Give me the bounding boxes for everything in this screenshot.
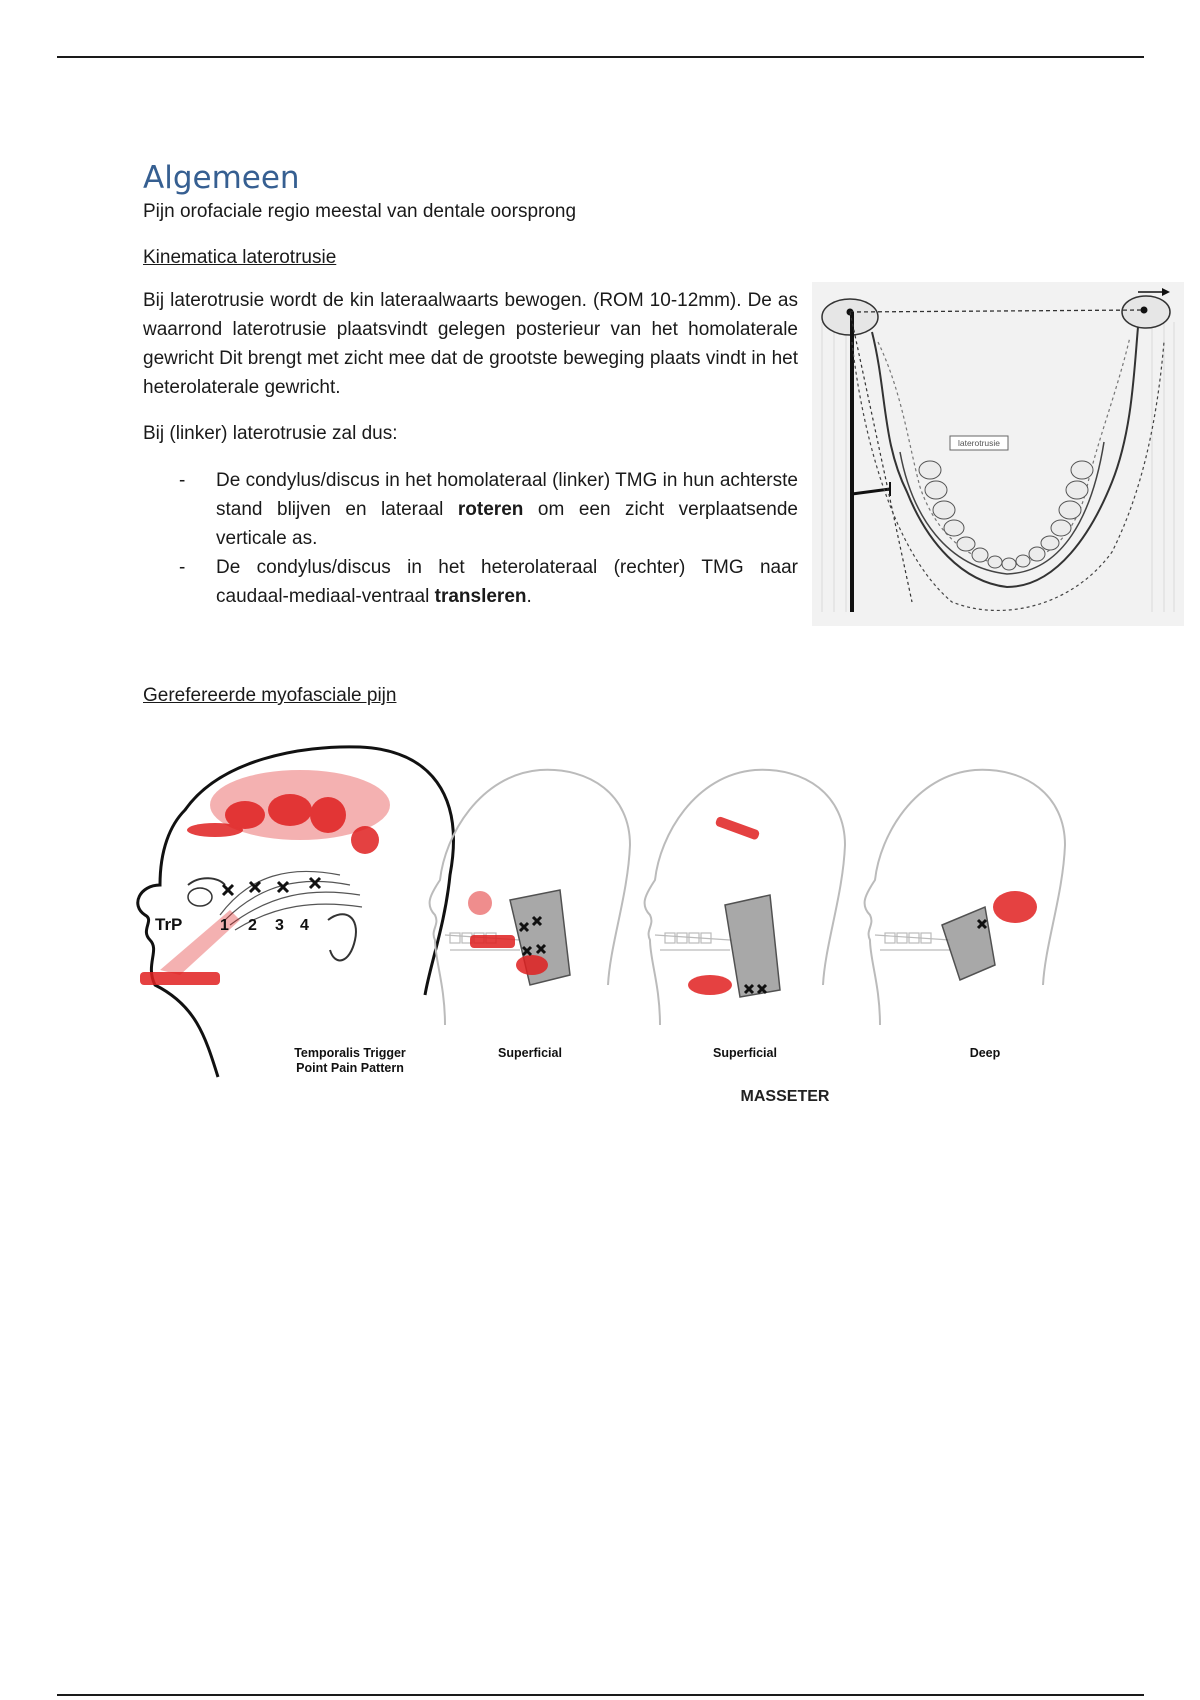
bullet-list	[143, 466, 798, 611]
section-heading-myofasciale: Gerefereerde myofasciale pijn	[143, 685, 397, 706]
page-title: Algemeen	[143, 160, 300, 196]
section-heading-kinematica: Kinematica laterotrusie	[143, 247, 337, 269]
bullet-dash: -	[179, 557, 186, 579]
caption-temporalis: Temporalis Trigger	[294, 1046, 406, 1060]
footer-rule	[57, 1694, 1144, 1696]
bullet-text: De condylus/discus in het homolateraal (linker) TMG in hun achterste stand blijven en lateraal	[216, 470, 798, 521]
caption-superficial: Superficial	[498, 1046, 562, 1060]
trp-number: 1	[220, 917, 229, 934]
list-item	[143, 466, 798, 553]
caption-temporalis: Point Pain Pattern	[296, 1061, 404, 1075]
list-item	[143, 553, 798, 611]
bullet-text: De condylus/discus in het heterolateraal (rechter) TMG naar caudaal-mediaal-ventraal	[216, 557, 798, 608]
laterotrusie-figure	[812, 282, 1184, 626]
caption-masseter: MASSETER	[740, 1088, 830, 1105]
bullet-bold: roteren	[457, 499, 524, 521]
caption-superficial: Superficial	[713, 1046, 777, 1060]
page-subtitle: Pijn orofaciale regio meestal van dentale oorsprong	[143, 201, 577, 223]
bullet-text-end: .	[526, 586, 532, 608]
header-rule	[57, 56, 1144, 58]
caption-deep: Deep	[969, 1046, 1001, 1060]
trp-label: TrP	[155, 915, 183, 934]
bullet-text-end: om een zicht verplaatsende verticale as.	[216, 499, 798, 550]
referred-pain-figure	[100, 735, 1160, 1105]
paragraph-laterotrusie: Bij laterotrusie wordt de kin lateraalwaarts bewogen. (ROM 10-12mm). De as waarrond laterotrusie plaatsvindt gelegen posterieur van het homolaterale gewricht Dit brengt met zicht mee dat de grootste beweging plaats vindt in het heterolaterale gewricht.	[143, 290, 798, 399]
figure-label: laterotrusie	[957, 438, 1001, 448]
paragraph-linker: Bij (linker) laterotrusie zal dus:	[143, 423, 398, 445]
document-body	[143, 160, 798, 611]
bullet-dash: -	[179, 470, 186, 492]
bullet-bold: transleren	[434, 586, 527, 608]
trp-number: 4	[300, 917, 309, 934]
trp-number: 3	[275, 917, 284, 934]
trp-number: 2	[248, 917, 257, 934]
